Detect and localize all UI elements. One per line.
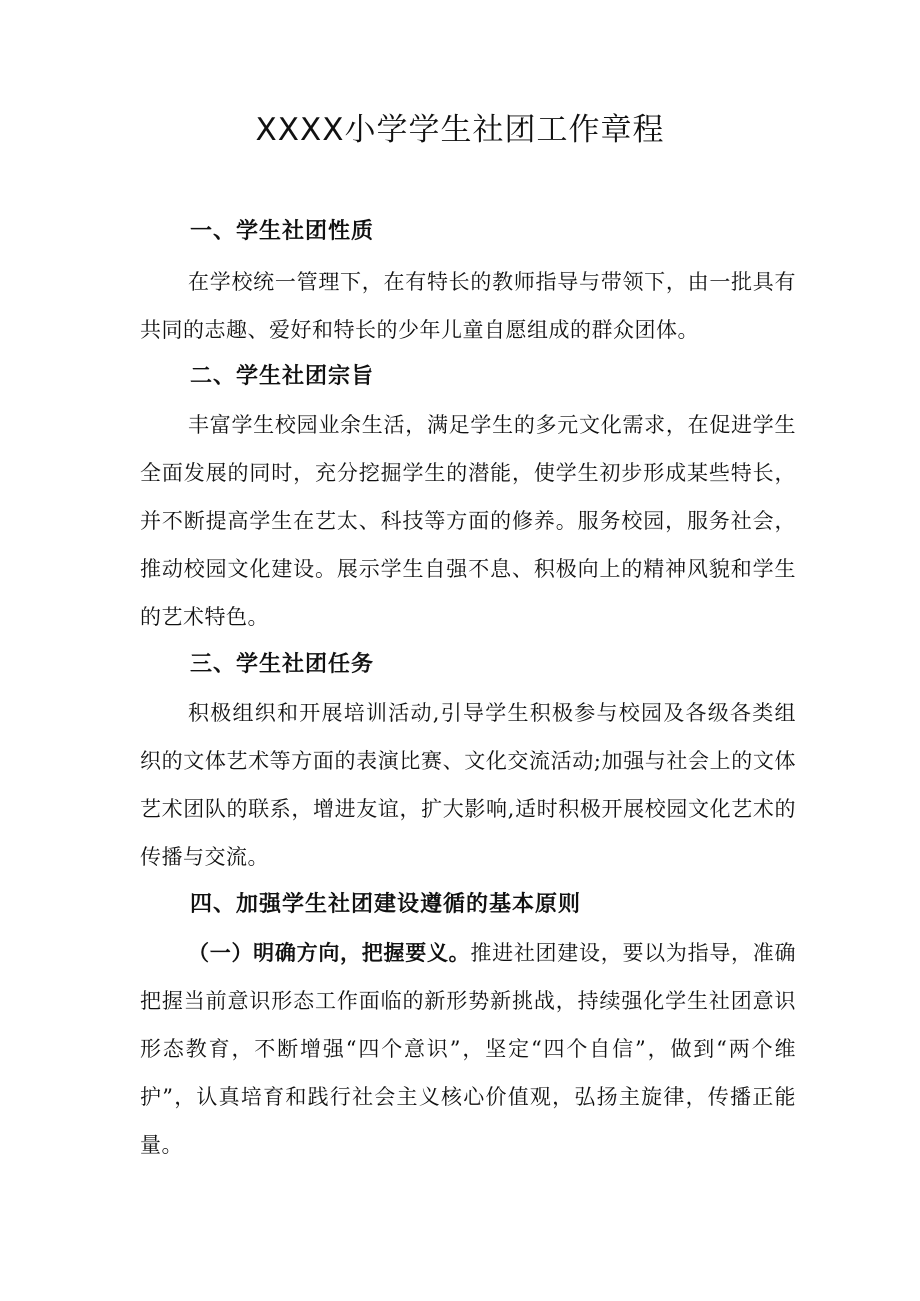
section-paragraph-purpose: 丰富学生校园业余生活，满足学生的多元文化需求，在促进学生全面发展的同时，充分挖掘学生的潜能，使学生初步形成某些特长，并不断提高学生在艺太、科技等方面的修养。服务校园，服务社会，推动校园文化建设。展示学生自强不息、积极向上的精神风貌和学生的艺术特色。 <box>140 413 796 629</box>
document-title: XXXX小学学生社团工作章程 <box>255 112 665 148</box>
section-heading-tasks: 三、学生社团任务 <box>190 652 375 677</box>
section-heading-purpose: 二、学生社团宗旨 <box>190 364 375 389</box>
section-paragraph-nature: 在学校统一管理下，在有特长的教师指导与带领下，由一批具有共同的志趣、爱好和特长的少年儿童自愿组成的群众团体。 <box>140 270 796 342</box>
section-paragraph-principles <box>140 929 796 1169</box>
section-heading-principles: 四、加强学生社团建设遵循的基本原则 <box>190 892 582 917</box>
section-heading-nature: 一、学生社团性质 <box>190 219 375 244</box>
principle-lead-text: （一）明确方向，把握要义。 <box>188 941 471 965</box>
section-paragraph-tasks: 积极组织和开展培训活动,引导学生积极参与校园及各级各类组织的文体艺术等方面的表演比赛、文化交流活动;加强与社会上的文体艺术团队的联系，增进友谊，扩大影响,适时积极开展校园文化艺术的传播与交流。 <box>140 701 796 869</box>
principle-body-text: 推进社团建设，要以为指导，准确把握当前意识形态工作面临的新形势新挑战，持续强化学生社团意识形态教育，不断增强“四个意识”，坚定“四个自信”，做到“两个维护”，认真培育和践行社会主义核心价值观，弘扬主旋律，传播正能量。 <box>140 941 797 1157</box>
